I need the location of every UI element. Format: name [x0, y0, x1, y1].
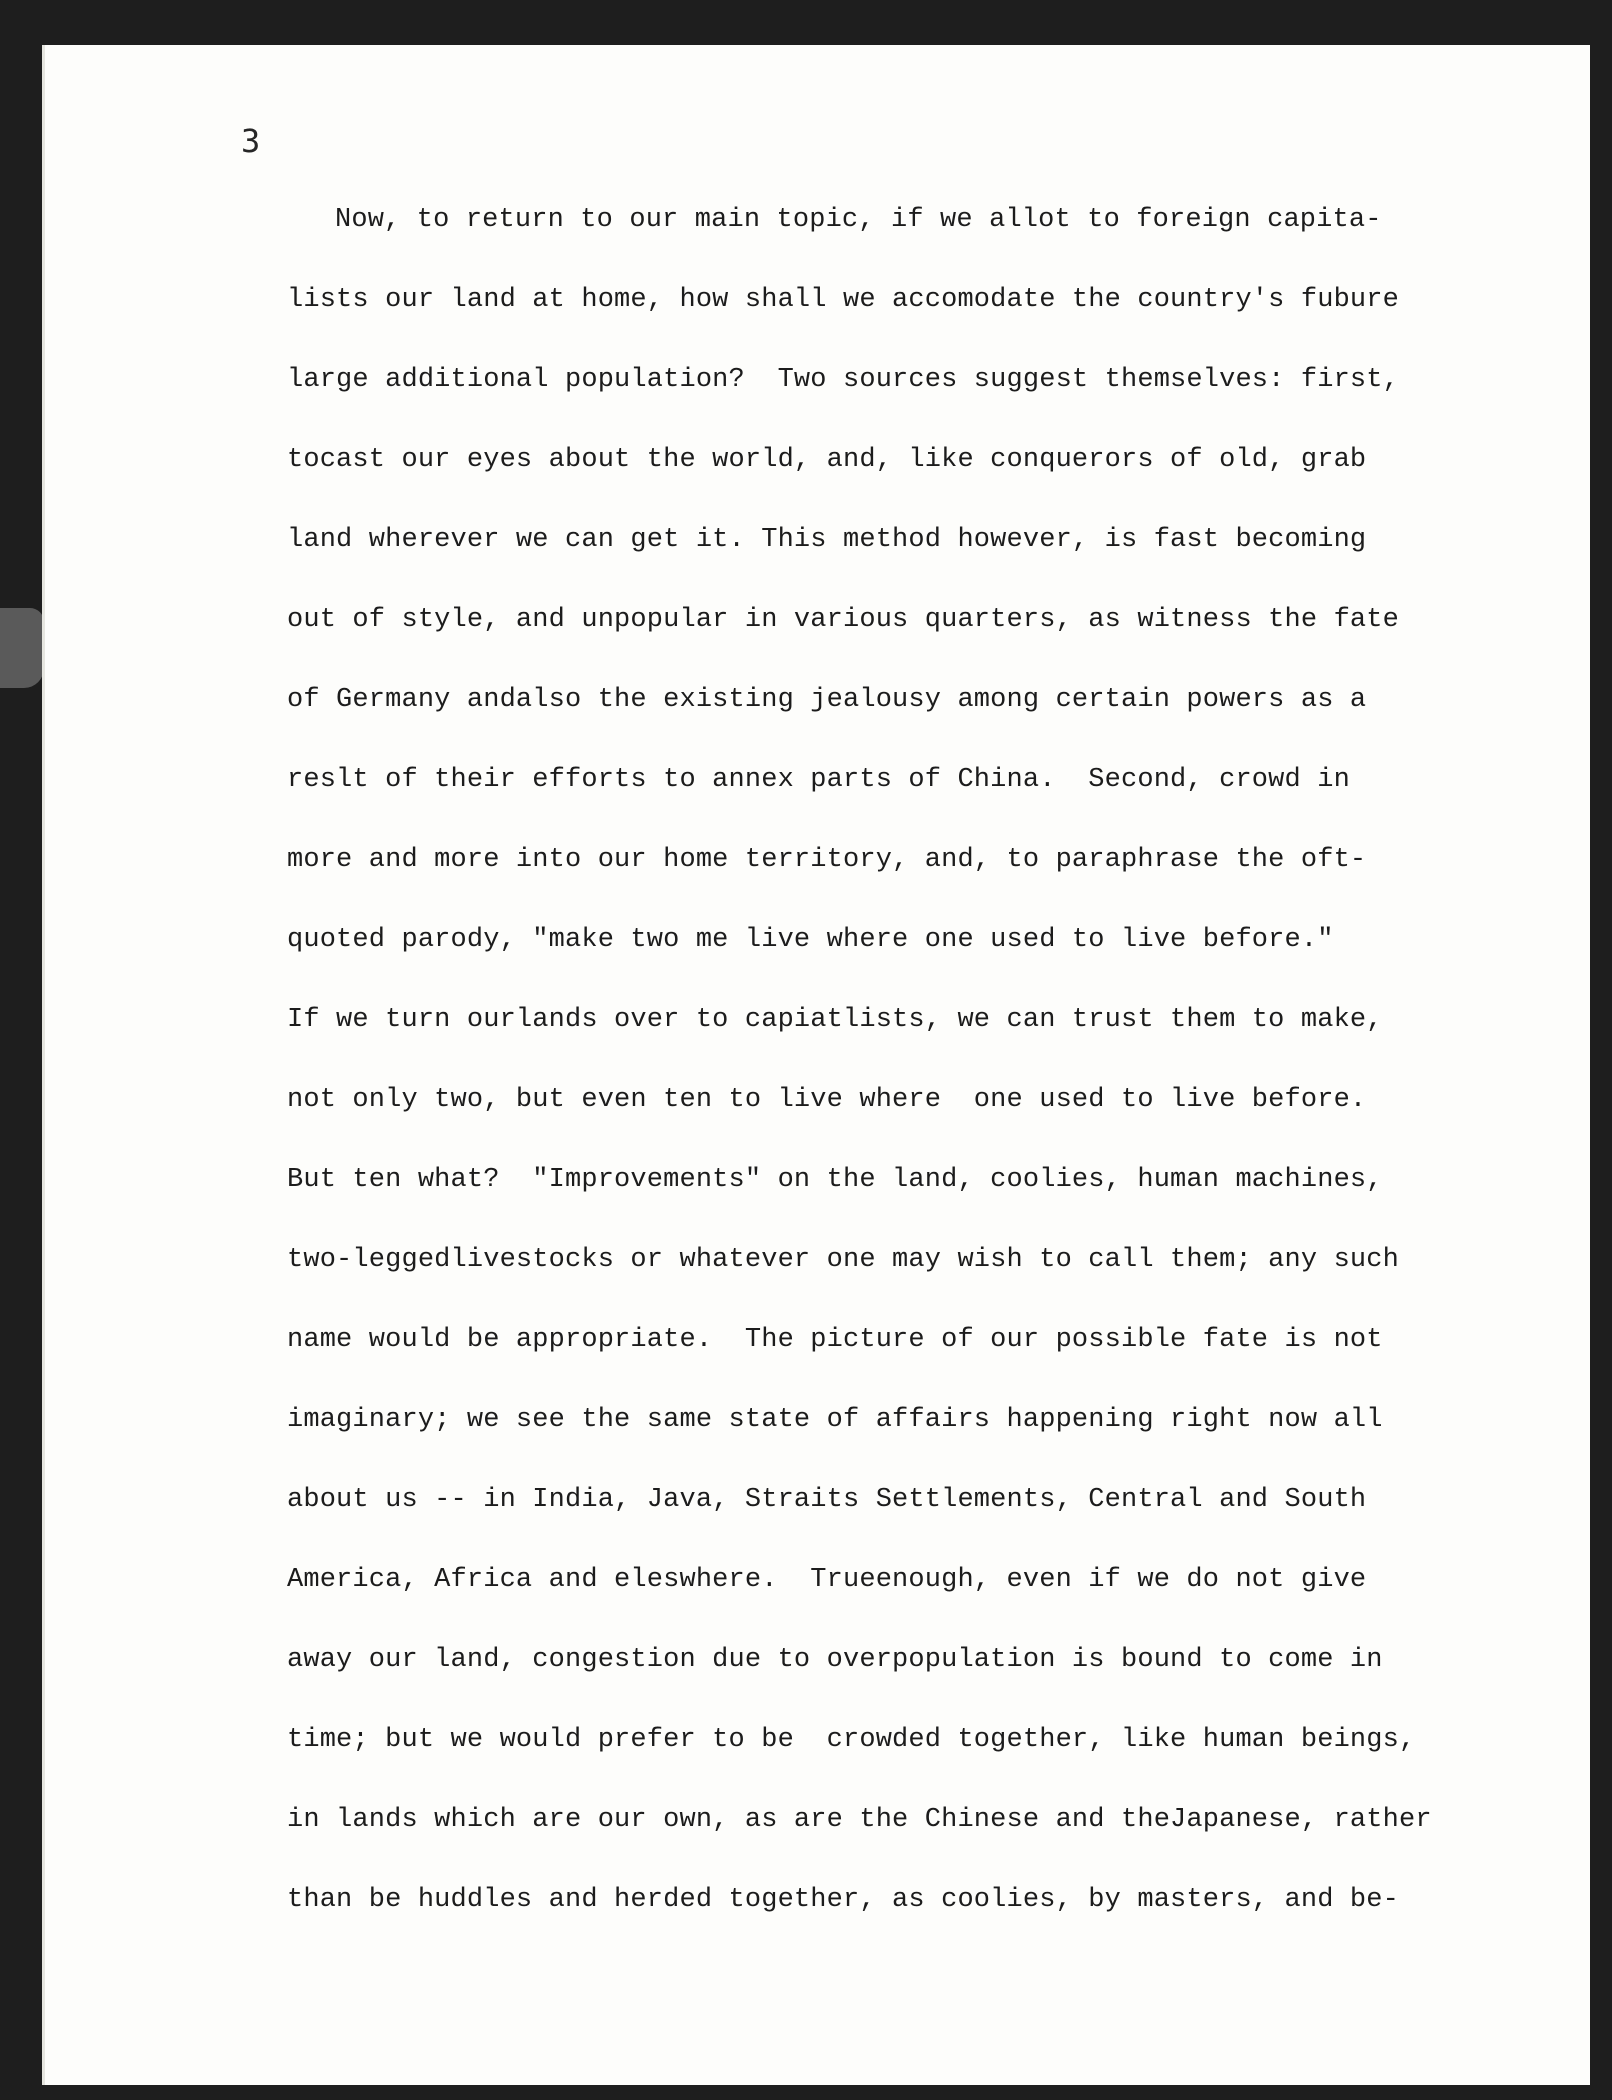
text-line: about us -- in India, Java, Straits Settlements, Central and South [287, 1485, 1367, 1515]
text-line: time; but we would prefer to be crowded together, like human beings, [287, 1725, 1416, 1755]
typed-body-text [287, 196, 1527, 1956]
text-line: America, Africa and eleswhere. Trueenough, even if we do not give [287, 1565, 1367, 1595]
text-line: than be huddles and herded together, as coolies, by masters, and be- [287, 1885, 1399, 1915]
binding-tab-mark [0, 608, 44, 688]
text-line: land wherever we can get it. This method however, is fast becoming [287, 525, 1367, 555]
text-line: away our land, congestion due to overpopulation is bound to come in [287, 1645, 1383, 1675]
text-line: not only two, but even ten to live where one used to live before. [287, 1085, 1367, 1115]
text-line: name would be appropriate. The picture of our possible fate is not [287, 1325, 1383, 1355]
text-line: in lands which are our own, as are the Chinese and theJapanese, rather [287, 1805, 1432, 1835]
text-line: But ten what? "Improvements" on the land, coolies, human machines, [287, 1165, 1383, 1195]
text-line: more and more into our home territory, and, to paraphrase the oft- [287, 845, 1367, 875]
text-line: of Germany andalso the existing jealousy among certain powers as a [287, 685, 1367, 715]
text-line: quoted parody, "make two me live where one used to live before." [287, 925, 1334, 955]
text-line: lists our land at home, how shall we accomodate the country's fubure [287, 285, 1399, 315]
text-line: Now, to return to our main topic, if we allot to foreign capita- [335, 205, 1382, 235]
text-line: reslt of their efforts to annex parts of China. Second, crowd in [287, 765, 1350, 795]
text-line: tocast our eyes about the world, and, like conquerors of old, grab [287, 445, 1367, 475]
text-line: If we turn ourlands over to capiatlists, we can trust them to make, [287, 1005, 1383, 1035]
page-number: 3 [241, 122, 261, 160]
text-line: imaginary; we see the same state of affairs happening right now all [287, 1405, 1383, 1435]
text-line: out of style, and unpopular in various quarters, as witness the fate [287, 605, 1399, 635]
text-line: large additional population? Two sources suggest themselves: first, [287, 365, 1399, 395]
text-line: two-leggedlivestocks or whatever one may wish to call them; any such [287, 1245, 1399, 1275]
